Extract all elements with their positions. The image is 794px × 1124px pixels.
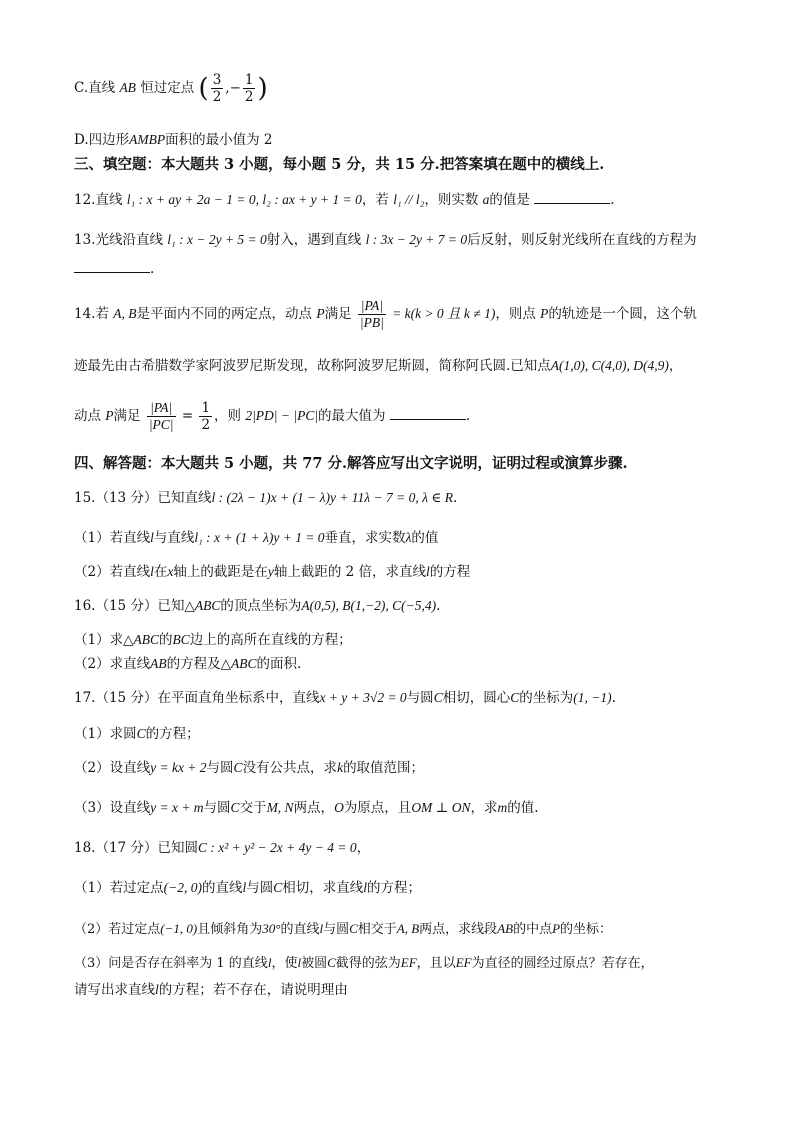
- answer-blank[interactable]: [390, 407, 466, 420]
- q16-head: 16.（15 分）已知△ABC的顶点坐标为A(0,5), B(1,−2), C(−5,4).: [74, 598, 441, 614]
- section3-heading: 三、填空题：本大题共 3 小题，每小题 5 分，共 15 分.把答案填在题中的横线上.: [74, 156, 605, 173]
- q17-part1: （1）求圆C的方程；: [74, 726, 200, 742]
- frac-3-2: $\frac{3}{2}$: [212, 72, 222, 106]
- q12: 12.直线 l₁ : x + ay + 2a − 1 = 0, l₂ : ax + y + 1 = 0，若 l₁ // l₂，则实数 a的值是 .: [74, 192, 615, 208]
- answer-blank[interactable]: [74, 260, 150, 273]
- frac-pa-pc: $\frac{|PA|}{|PC|}$: [148, 400, 174, 433]
- answer-blank[interactable]: [534, 191, 610, 204]
- q18-part3: （3）问是否存在斜率为 1 的直线l，使l被圆C截得的弦为EF，且以EF为直径的圆经过原点？若存在，: [74, 955, 654, 971]
- q18-part2: （2）若过定点(−1, 0)且倾斜角为30°的直线l与圆C相交于A, B两点，求线段AB的中点P的坐标：: [74, 921, 613, 937]
- q15-head: 15.（13 分）已知直线l : (2λ − 1)x + (1 − λ)y + 11λ − 7 = 0, λ ∈ R.: [74, 490, 458, 506]
- q15-part2: （2）若直线l在x轴上的截距是在y轴上截距的 2 倍，求直线l的方程: [74, 564, 471, 580]
- option-d: D.四边形AMBP面积的最小值为 2: [74, 132, 273, 148]
- q16-part1: （1）求△ABC的BC边上的高所在直线的方程；: [74, 632, 352, 648]
- q18-head: 18.（17 分）已知圆C : x² + y² − 2x + 4y − 4 = 0，: [74, 840, 371, 856]
- q16-part2: （2）求直线AB的方程及△ABC的面积.: [74, 656, 302, 672]
- section4-heading: 四、解答题：本大题共 5 小题，共 77 分.解答应写出文字说明，证明过程或演算步骤.: [74, 455, 628, 472]
- frac-one-half: $\frac{1}{2}$: [201, 400, 211, 434]
- q18-part3-line2: 请写出求直线l的方程；若不存在，请说明理由: [74, 982, 348, 998]
- paren-close: ): [257, 73, 268, 104]
- q13: 13.光线沿直线 l₁ : x − 2y + 5 = 0射入，遇到直线 l : 3x − 2y + 7 = 0后反射，则反射光线所在直线的方程为: [74, 232, 697, 248]
- paren-open: (: [198, 73, 209, 104]
- q14-line3: 动点 P满足 $\frac{|PA|}{|PC|}$ = $\frac{1}{2}$ ，则 2|PD| − |PC|的最大值为 .: [74, 400, 471, 434]
- q15-part1: （1）若直线l与直线l₁ : x + (1 + λ)y + 1 = 0垂直，求实数λ的值: [74, 530, 439, 546]
- q18-part1: （1）若过定点(−2, 0)的直线l与圆C相切，求直线l的方程；: [74, 880, 421, 896]
- option-c-ab: AB: [119, 80, 136, 96]
- option-c-prefix: C.直线: [74, 80, 116, 97]
- option-c-mid: 恒过定点: [140, 80, 195, 97]
- frac-pa-pb: $\frac{|PA|}{|PB|}$: [359, 298, 384, 331]
- frac-1-2: $\frac{1}{2}$: [244, 72, 254, 106]
- option-c: [74, 72, 734, 105]
- q17-head: 17.（15 分）在平面直角坐标系中，直线x + y + 3√2 = 0与圆C相切，圆心C的坐标为(1, −1).: [74, 690, 616, 706]
- q13-blank-line: .: [74, 260, 734, 277]
- q17-part3: （3）设直线y = x + m与圆C交于M, N两点，O为原点，且OM ⊥ ON，求m的值.: [74, 800, 539, 816]
- q14-line2: 迹最先由古希腊数学家阿波罗尼斯发现，故称阿波罗尼斯圆，简称阿氏圆.已知点A(1,0), C(4,0), D(4,9)，: [74, 358, 683, 374]
- q14-line1: 14.若 A, B是平面内不同的两定点，动点 P满足 $\frac{|PA|}{|PB|}$ = k(k > 0 且 k ≠ 1)，则点 P的轨迹是一个圆，这个轨: [74, 298, 697, 331]
- sep: ,−: [225, 80, 241, 97]
- q12-equation: l₁ : x + ay + 2a − 1 = 0, l₂ : ax + y + 1 = 0: [126, 192, 362, 207]
- q17-part2: （2）设直线y = kx + 2与圆C没有公共点，求k的取值范围；: [74, 760, 425, 776]
